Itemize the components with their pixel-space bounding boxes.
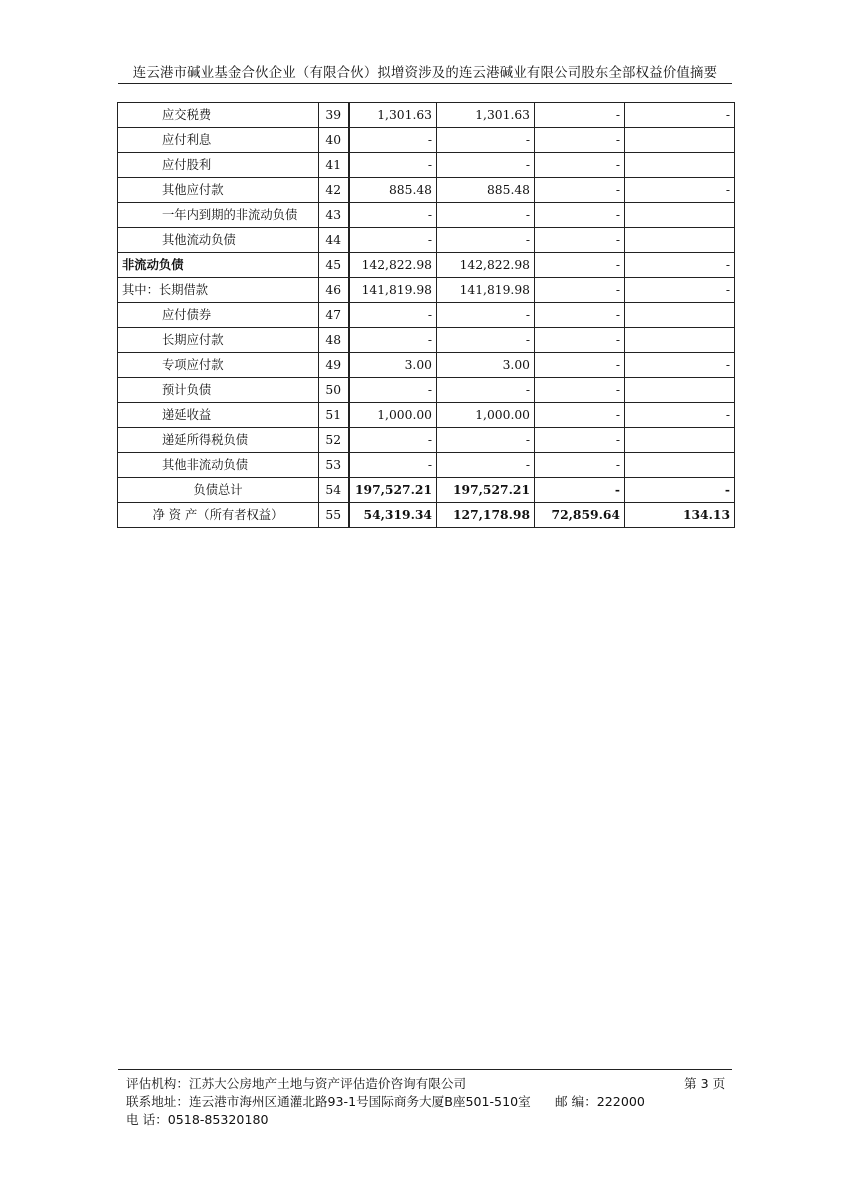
row-number: 39	[319, 103, 349, 128]
table-row	[118, 378, 735, 403]
increase-amount: -	[535, 378, 625, 403]
table-row	[118, 453, 735, 478]
table-row	[118, 153, 735, 178]
row-item-label: 负债总计	[118, 478, 319, 503]
book-value: -	[349, 453, 437, 478]
page-header-title: 连云港市碱业基金合伙企业（有限合伙）拟增资涉及的连云港碱业有限公司股东全部权益价值摘要	[132, 66, 718, 81]
increase-amount: -	[535, 103, 625, 128]
table-row	[118, 303, 735, 328]
appraised-value: -	[437, 153, 535, 178]
row-item-label: 应付债券	[118, 303, 319, 328]
increase-rate	[625, 303, 735, 328]
increase-amount: -	[535, 203, 625, 228]
increase-rate	[625, 428, 735, 453]
appraised-value: -	[437, 203, 535, 228]
book-value: 141,819.98	[349, 278, 437, 303]
row-number: 43	[319, 203, 349, 228]
table-row	[118, 428, 735, 453]
row-item-label: 递延收益	[118, 403, 319, 428]
footer-agency: 评估机构：江苏大公房地产土地与资产评估造价咨询有限公司	[126, 1076, 467, 1091]
appraised-value: 142,822.98	[437, 253, 535, 278]
footer-phone: 电 话：0518-85320180	[126, 1112, 269, 1127]
row-item-label: 应交税费	[118, 103, 319, 128]
book-value: -	[349, 378, 437, 403]
row-number: 49	[319, 353, 349, 378]
row-number: 55	[319, 503, 349, 528]
increase-rate: -	[625, 178, 735, 203]
table-row	[118, 278, 735, 303]
table-row	[118, 353, 735, 378]
appraised-value: 1,301.63	[437, 103, 535, 128]
increase-amount: -	[535, 253, 625, 278]
book-value: -	[349, 128, 437, 153]
row-item-label: 其他非流动负债	[118, 453, 319, 478]
row-item-label: 应付股利	[118, 153, 319, 178]
row-item-label: 一年内到期的非流动负债	[118, 203, 319, 228]
table-row	[118, 178, 735, 203]
book-value: 54,319.34	[349, 503, 437, 528]
row-item-label: 非流动负债	[118, 253, 319, 278]
book-value: -	[349, 303, 437, 328]
increase-amount: -	[535, 178, 625, 203]
row-item-label: 应付利息	[118, 128, 319, 153]
appraised-value: 197,527.21	[437, 478, 535, 503]
row-number: 54	[319, 478, 349, 503]
book-value: -	[349, 203, 437, 228]
table-row	[118, 103, 735, 128]
book-value: 197,527.21	[349, 478, 437, 503]
book-value: -	[349, 328, 437, 353]
row-item-label: 递延所得税负债	[118, 428, 319, 453]
row-number: 44	[319, 228, 349, 253]
row-number: 53	[319, 453, 349, 478]
appraised-value: -	[437, 378, 535, 403]
row-item-label: 净 资 产（所有者权益）	[118, 503, 319, 528]
header-divider	[118, 83, 732, 84]
increase-amount: -	[535, 328, 625, 353]
footer-address: 联系地址：连云港市海州区通灌北路93-1号国际商务大厦B座501-510室	[126, 1094, 531, 1109]
increase-amount: -	[535, 128, 625, 153]
increase-rate: -	[625, 103, 735, 128]
row-item-label: 专项应付款	[118, 353, 319, 378]
appraised-value: -	[437, 228, 535, 253]
appraised-value: 141,819.98	[437, 278, 535, 303]
book-value: 142,822.98	[349, 253, 437, 278]
appraised-value: -	[437, 328, 535, 353]
book-value: 885.48	[349, 178, 437, 203]
row-number: 48	[319, 328, 349, 353]
increase-rate: -	[625, 353, 735, 378]
row-item-label: 其中：长期借款	[118, 278, 319, 303]
appraised-value: 3.00	[437, 353, 535, 378]
increase-rate	[625, 203, 735, 228]
table-row	[118, 328, 735, 353]
increase-rate	[625, 378, 735, 403]
appraised-value: 127,178.98	[437, 503, 535, 528]
table-row	[118, 203, 735, 228]
increase-rate: -	[625, 278, 735, 303]
appraised-value: -	[437, 128, 535, 153]
increase-amount: -	[535, 303, 625, 328]
appraised-value: -	[437, 453, 535, 478]
increase-amount: 72,859.64	[535, 503, 625, 528]
increase-amount: -	[535, 428, 625, 453]
increase-amount: -	[535, 153, 625, 178]
row-number: 50	[319, 378, 349, 403]
row-item-label: 长期应付款	[118, 328, 319, 353]
increase-rate: 134.13	[625, 503, 735, 528]
row-item-label: 预计负债	[118, 378, 319, 403]
book-value: -	[349, 228, 437, 253]
row-number: 46	[319, 278, 349, 303]
table-body	[118, 103, 735, 528]
increase-rate	[625, 128, 735, 153]
table-row	[118, 403, 735, 428]
book-value: 1,301.63	[349, 103, 437, 128]
table-row	[118, 503, 735, 528]
book-value: -	[349, 153, 437, 178]
row-number: 45	[319, 253, 349, 278]
table-row	[118, 253, 735, 278]
row-item-label: 其他流动负债	[118, 228, 319, 253]
liabilities-table	[117, 102, 735, 528]
increase-rate	[625, 453, 735, 478]
appraised-value: -	[437, 428, 535, 453]
increase-rate: -	[625, 253, 735, 278]
footer-postcode: 邮 编：222000	[555, 1094, 645, 1109]
table-row	[118, 478, 735, 503]
increase-rate: -	[625, 478, 735, 503]
appraised-value: -	[437, 303, 535, 328]
increase-amount: -	[535, 228, 625, 253]
table-row	[118, 228, 735, 253]
book-value: 3.00	[349, 353, 437, 378]
increase-amount: -	[535, 353, 625, 378]
increase-amount: -	[535, 403, 625, 428]
row-item-label: 其他应付款	[118, 178, 319, 203]
increase-rate	[625, 328, 735, 353]
increase-amount: -	[535, 278, 625, 303]
appraised-value: 885.48	[437, 178, 535, 203]
increase-rate	[625, 153, 735, 178]
row-number: 41	[319, 153, 349, 178]
row-number: 52	[319, 428, 349, 453]
increase-amount: -	[535, 478, 625, 503]
book-value: -	[349, 428, 437, 453]
increase-rate: -	[625, 403, 735, 428]
appraised-value: 1,000.00	[437, 403, 535, 428]
row-number: 47	[319, 303, 349, 328]
increase-amount: -	[535, 453, 625, 478]
footer-divider	[118, 1069, 732, 1070]
row-number: 51	[319, 403, 349, 428]
row-number: 42	[319, 178, 349, 203]
book-value: 1,000.00	[349, 403, 437, 428]
increase-rate	[625, 228, 735, 253]
page-number: 第 3 页	[684, 1076, 726, 1091]
table-row	[118, 128, 735, 153]
row-number: 40	[319, 128, 349, 153]
